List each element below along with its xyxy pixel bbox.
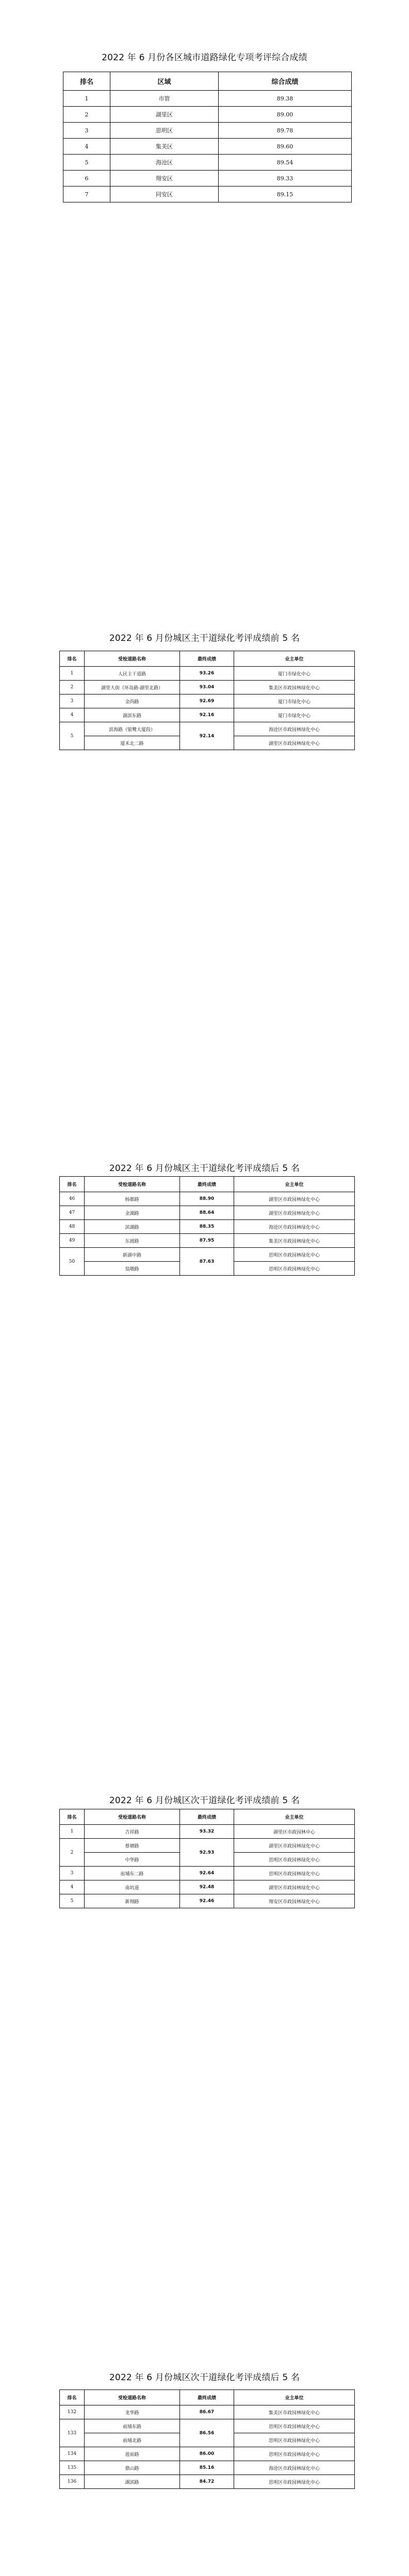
table-row — [60, 1825, 355, 1839]
main-bottom5-title: 2022 年 6 月份城区主干道绿化考评成绩后 5 名 — [109, 1163, 300, 1174]
rank-cell: 2 — [60, 681, 85, 694]
owner-unit-cell: 厦门市绿化中心 — [234, 694, 355, 708]
road-name-cell: 湖滨东路 — [85, 708, 180, 722]
table-row — [63, 171, 352, 187]
header-score: 最终成绩 — [180, 1809, 234, 1825]
table-row — [60, 2447, 355, 2461]
rank-cell: 46 — [60, 1192, 85, 1206]
owner-unit-cell: 海沧区市政园林绿化中心 — [234, 2461, 355, 2475]
table-header-row — [60, 651, 355, 667]
rank-cell: 1 — [60, 667, 85, 681]
road-name-cell: 前埔东路 — [85, 2419, 180, 2433]
table-header-row — [60, 1809, 355, 1825]
rank-cell: 1 — [63, 91, 110, 107]
score-cell: 92.14 — [180, 722, 234, 750]
table-row — [60, 694, 355, 708]
owner-unit-cell: 思明区市政园林绿化中心 — [234, 1262, 355, 1276]
owner-unit-cell: 海沧区市政园林绿化中心 — [234, 1220, 355, 1234]
header-score: 最终成绩 — [180, 2390, 234, 2405]
main-bottom5-table — [59, 1176, 355, 1276]
area-cell: 思明区 — [110, 123, 219, 139]
owner-unit-cell: 思明区市政园林绿化中心 — [234, 2419, 355, 2433]
road-name-cell: 鼎山路 — [85, 2461, 180, 2475]
header-rank: 排名 — [60, 651, 85, 667]
table-row — [60, 1248, 355, 1262]
header-road: 受检道路名称 — [85, 1177, 180, 1192]
score-cell: 89.38 — [219, 91, 352, 107]
score-cell: 88.64 — [180, 1206, 234, 1220]
table-header-row — [60, 2390, 355, 2405]
owner-unit-cell: 集美区市政园林绿化中心 — [234, 2405, 355, 2419]
road-name-cell: 吉祥路 — [85, 1825, 180, 1839]
table-header-row — [60, 1177, 355, 1192]
header-rank: 排名 — [60, 1177, 85, 1192]
header-rank: 排名 — [63, 72, 110, 91]
header-owner: 业主单位 — [234, 1809, 355, 1825]
owner-unit-cell: 湖里区市政园林绿化中心 — [234, 1192, 355, 1206]
secondary-top5-title: 2022 年 6 月份城区次干道绿化考评成绩前 5 名 — [109, 1795, 300, 1806]
rank-cell: 133 — [60, 2419, 85, 2447]
road-name-cell: 东渡路 — [85, 1234, 180, 1248]
rank-cell: 5 — [63, 155, 110, 171]
header-rank: 排名 — [60, 1809, 85, 1825]
score-cell: 84.72 — [180, 2475, 234, 2489]
road-name-cell: 新湖中路 — [85, 1248, 180, 1262]
rank-cell: 49 — [60, 1234, 85, 1248]
header-score: 最终成绩 — [180, 651, 234, 667]
table-row — [60, 1839, 355, 1853]
rank-cell: 5 — [60, 1894, 85, 1908]
header-owner: 业主单位 — [234, 651, 355, 667]
score-cell: 93.26 — [180, 667, 234, 681]
road-name-cell: 滨海路（银鹭大厦段） — [85, 722, 180, 736]
main-top5-table — [59, 651, 355, 750]
road-name-cell: 金尚路 — [85, 694, 180, 708]
road-name-cell: 杨都路 — [85, 1192, 180, 1206]
score-cell: 87.95 — [180, 1234, 234, 1248]
score-cell: 92.69 — [180, 694, 234, 708]
rank-cell: 132 — [60, 2405, 85, 2419]
header-score: 综合成绩 — [219, 72, 352, 91]
road-name-cell: 湖里大街（环岛路-湖里北路） — [85, 681, 180, 694]
table-row — [60, 1192, 355, 1206]
rank-cell: 135 — [60, 2461, 85, 2475]
table-row — [63, 155, 352, 171]
header-rank: 排名 — [60, 2390, 85, 2405]
score-cell: 93.04 — [180, 681, 234, 694]
score-cell: 89.54 — [219, 155, 352, 171]
owner-unit-cell: 湖里区市政园林绿化中心 — [234, 1839, 355, 1853]
table-row — [63, 107, 352, 123]
table-row — [63, 123, 352, 139]
owner-unit-cell: 思明区市政园林绿化中心 — [234, 1867, 355, 1880]
owner-unit-cell: 湖里区市政园林绿化中心 — [234, 1880, 355, 1894]
owner-unit-cell: 厦门市绿化中心 — [234, 708, 355, 722]
score-cell: 88.35 — [180, 1220, 234, 1234]
table-row — [60, 1880, 355, 1894]
area-cell: 翔安区 — [110, 171, 219, 187]
table-row — [60, 2419, 355, 2433]
rank-cell: 47 — [60, 1206, 85, 1220]
owner-unit-cell: 思明区市政园林绿化中心 — [234, 2433, 355, 2447]
owner-unit-cell: 厦门市绿化中心 — [234, 667, 355, 681]
road-name-cell: 中华路 — [85, 1853, 180, 1867]
road-name-cell: 新翔路 — [85, 1894, 180, 1908]
score-cell: 92.64 — [180, 1867, 234, 1880]
rank-cell: 4 — [60, 1880, 85, 1894]
rank-cell: 6 — [63, 171, 110, 187]
owner-unit-cell: 集美区市政园林绿化中心 — [234, 681, 355, 694]
score-cell: 89.60 — [219, 139, 352, 155]
owner-unit-cell: 湖里区市政园林中心 — [234, 1825, 355, 1839]
score-cell: 93.32 — [180, 1825, 234, 1839]
table-row — [60, 1867, 355, 1880]
area-cell: 市管 — [110, 91, 219, 107]
table-row — [60, 1234, 355, 1248]
rank-cell: 3 — [63, 123, 110, 139]
score-cell: 92.93 — [180, 1839, 234, 1867]
owner-unit-cell: 海沧区市政园林绿化中心 — [234, 722, 355, 736]
rank-cell: 2 — [63, 107, 110, 123]
table-row — [63, 91, 352, 107]
rank-cell: 1 — [60, 1825, 85, 1839]
area-cell: 湖里区 — [110, 107, 219, 123]
table-row — [60, 708, 355, 722]
rank-cell: 5 — [60, 722, 85, 750]
header-road: 受检道路名称 — [85, 1809, 180, 1825]
score-cell: 92.48 — [180, 1880, 234, 1894]
rank-cell: 4 — [63, 139, 110, 155]
area-cell: 集美区 — [110, 139, 219, 155]
road-name-cell: 金湖路 — [85, 1206, 180, 1220]
rank-cell: 134 — [60, 2447, 85, 2461]
table-row — [63, 139, 352, 155]
owner-unit-cell: 湖里区市政园林绿化中心 — [234, 1206, 355, 1220]
rank-cell: 136 — [60, 2475, 85, 2489]
area-cell: 海沧区 — [110, 155, 219, 171]
header-score: 最终成绩 — [180, 1177, 234, 1192]
score-cell: 88.90 — [180, 1192, 234, 1206]
table-row — [63, 187, 352, 202]
score-cell: 89.15 — [219, 187, 352, 202]
owner-unit-cell: 思明区市政园林绿化中心 — [234, 1853, 355, 1867]
road-name-cell: 南坑道 — [85, 1880, 180, 1894]
score-cell: 86.56 — [180, 2419, 234, 2447]
road-name-cell: 前埔北路 — [85, 2433, 180, 2447]
road-name-cell: 蔡塘路 — [85, 1839, 180, 1853]
area-cell: 同安区 — [110, 187, 219, 202]
rank-cell: 3 — [60, 1867, 85, 1880]
rank-cell: 7 — [63, 187, 110, 202]
owner-unit-cell: 思明区市政园林绿化中心 — [234, 2475, 355, 2489]
road-name-cell: 翁墩路 — [85, 1262, 180, 1276]
secondary-bottom5-table — [59, 2389, 355, 2489]
rank-cell: 3 — [60, 694, 85, 708]
score-cell: 89.33 — [219, 171, 352, 187]
table-row — [60, 2461, 355, 2475]
rank-cell: 48 — [60, 1220, 85, 1234]
owner-unit-cell: 思明区市政园林绿化中心 — [234, 2447, 355, 2461]
table-row — [60, 1894, 355, 1908]
owner-unit-cell: 湖里区市政园林绿化中心 — [234, 736, 355, 750]
score-cell: 89.78 — [219, 123, 352, 139]
header-road: 受检道路名称 — [85, 2390, 180, 2405]
score-cell: 87.63 — [180, 1248, 234, 1276]
road-name-cell: 滨湖路 — [85, 1220, 180, 1234]
road-name-cell: 湖滨路 — [85, 2475, 180, 2489]
overall-table — [63, 72, 352, 202]
road-name-cell: 前埔东二路 — [85, 1867, 180, 1880]
header-area: 区域 — [110, 72, 219, 91]
owner-unit-cell: 集美区市政园林绿化中心 — [234, 1234, 355, 1248]
road-name-cell: 人民主干道路 — [85, 667, 180, 681]
secondary-top5-table — [59, 1809, 355, 1908]
road-name-cell: 龙华路 — [85, 2405, 180, 2419]
rank-cell: 2 — [60, 1839, 85, 1867]
header-owner: 业主单位 — [234, 2390, 355, 2405]
score-cell: 86.67 — [180, 2405, 234, 2419]
owner-unit-cell: 思明区市政园林绿化中心 — [234, 1248, 355, 1262]
overall-title: 2022 年 6 月份各区城市道路绿化专项考评综合成绩 — [102, 53, 307, 63]
rank-cell: 4 — [60, 708, 85, 722]
score-cell: 92.16 — [180, 708, 234, 722]
table-row — [60, 1220, 355, 1234]
secondary-bottom5-title: 2022 年 6 月份城区次干道绿化考评成绩后 5 名 — [109, 2372, 300, 2383]
score-cell: 92.46 — [180, 1894, 234, 1908]
header-owner: 业主单位 — [234, 1177, 355, 1192]
score-cell: 86.00 — [180, 2447, 234, 2461]
table-row — [60, 2405, 355, 2419]
rank-cell: 50 — [60, 1248, 85, 1276]
score-cell: 89.00 — [219, 107, 352, 123]
table-row — [60, 1206, 355, 1220]
table-row — [60, 722, 355, 736]
road-name-cell: 莲前路 — [85, 2447, 180, 2461]
table-row — [60, 2475, 355, 2489]
table-row — [60, 681, 355, 694]
main-top5-title: 2022 年 6 月份城区主干道绿化考评成绩前 5 名 — [109, 633, 300, 643]
table-header-row — [63, 72, 352, 91]
score-cell: 85.16 — [180, 2461, 234, 2475]
table-row — [60, 667, 355, 681]
header-road: 受检道路名称 — [85, 651, 180, 667]
road-name-cell: 厦禾北二路 — [85, 736, 180, 750]
owner-unit-cell: 翔安区市政园林绿化中心 — [234, 1894, 355, 1908]
